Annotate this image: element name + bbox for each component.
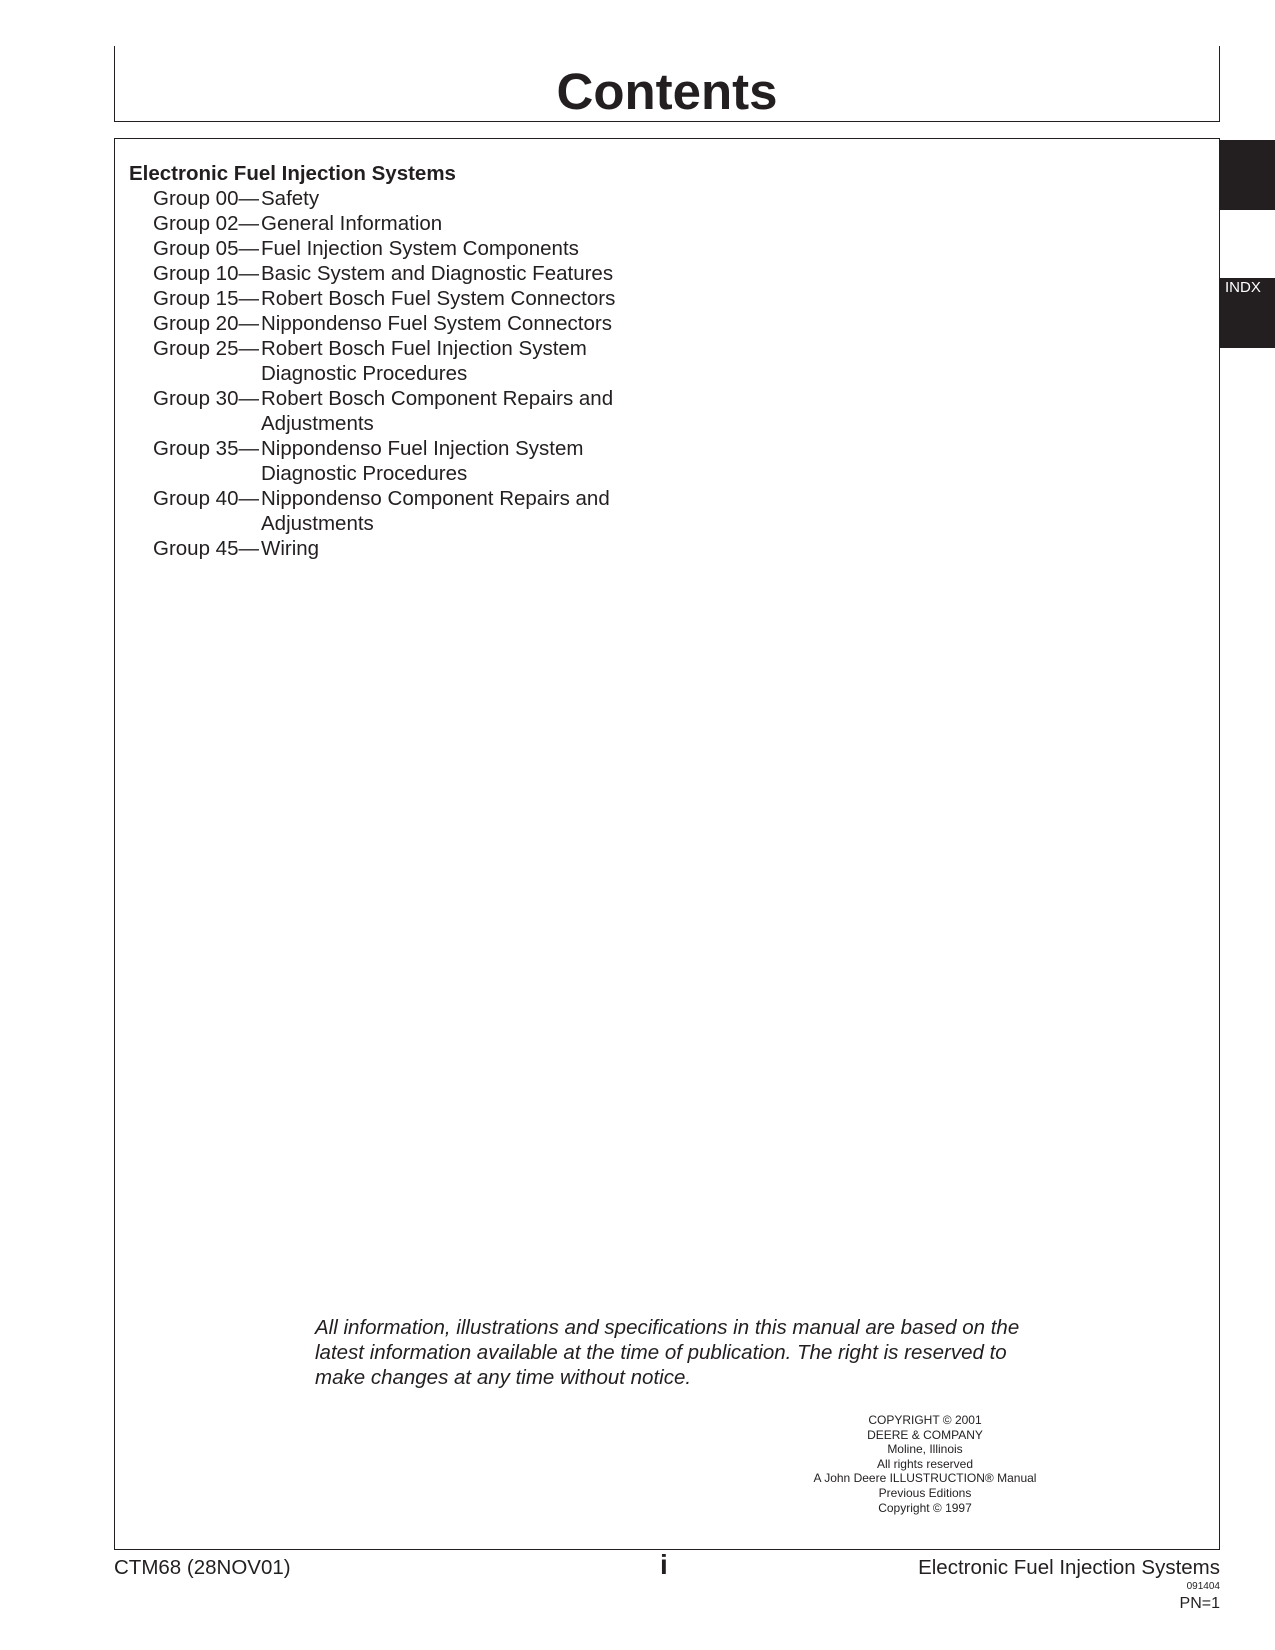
toc-entry-number: Group 02— <box>153 212 259 235</box>
toc-entry-number: Group 10— <box>153 262 259 285</box>
toc-entry-number: Group 35— <box>153 437 259 460</box>
toc-entry[interactable] <box>129 211 467 236</box>
copyright-previous-label: Previous Editions <box>878 1485 972 1500</box>
toc-entry-number: Group 20— <box>153 312 259 335</box>
toc-entry[interactable] <box>129 536 467 561</box>
copyright-rights: All rights reserved <box>876 1456 974 1471</box>
toc-entry-title: Robert Bosch Fuel Injection System <box>261 337 587 360</box>
toc-entry-title: Robert Bosch Component Repairs and <box>261 387 614 410</box>
title-frame <box>114 46 1220 122</box>
toc-entry-title: General Information <box>261 212 443 235</box>
toc-entry-number: Group 15— <box>153 287 259 310</box>
toc-entry-title: Nippondenso Fuel Injection System <box>261 437 584 460</box>
toc-entry[interactable] <box>129 236 579 261</box>
toc-entry[interactable] <box>129 386 614 436</box>
copyright-block <box>775 1413 1075 1515</box>
toc-entry[interactable] <box>129 261 614 286</box>
disclaimer-notice: All information, illustrations and specifications in this manual are based on the latest information available at the time of publication. The right is reserved to make changes at any time without notice. <box>315 1316 1020 1389</box>
toc-heading: Electronic Fuel Injection Systems <box>129 162 456 185</box>
toc-entry-title: Safety <box>261 187 320 210</box>
toc-entry-title: Fuel Injection System Components <box>261 237 579 260</box>
footer-pn: PN=1 <box>1179 1595 1220 1612</box>
toc-entry[interactable] <box>129 336 587 386</box>
toc-entry-title: Basic System and Diagnostic Features <box>261 262 614 285</box>
toc-entry[interactable] <box>129 436 584 486</box>
toc-entry-title: Nippondenso Fuel System Connectors <box>261 312 612 335</box>
copyright-previous-year: Copyright © 1997 <box>878 1500 972 1515</box>
toc-entry-title: Robert Bosch Fuel System Connectors <box>261 287 616 310</box>
toc-entry-title-continued: Adjustments <box>261 412 374 435</box>
toc-entry-number: Group 25— <box>153 337 259 360</box>
toc-list <box>129 186 616 561</box>
toc-entry-number: Group 45— <box>153 537 259 560</box>
footer-manual-title: Electronic Fuel Injection Systems <box>918 1556 1220 1579</box>
toc-entry-title-continued: Diagnostic Procedures <box>261 462 468 485</box>
footer-code: 091404 <box>1186 1581 1220 1592</box>
table-of-contents <box>129 161 616 561</box>
content-frame <box>114 138 1220 1550</box>
toc-entry-number: Group 00— <box>153 187 259 210</box>
footer-page-number: i <box>660 1549 668 1580</box>
copyright-line: COPYRIGHT © 2001 <box>868 1413 982 1427</box>
toc-entry-number: Group 05— <box>153 237 259 260</box>
toc-entry[interactable] <box>129 486 610 536</box>
toc-entry-title-continued: Adjustments <box>261 512 374 535</box>
toc-entry-number: Group 30— <box>153 387 259 410</box>
toc-entry-title: Wiring <box>261 537 320 560</box>
toc-entry-title-continued: Diagnostic Procedures <box>261 362 468 385</box>
section-tab-marker <box>1220 140 1275 210</box>
toc-entry[interactable] <box>129 311 612 336</box>
copyright-company: DEERE & COMPANY <box>867 1427 983 1442</box>
index-tab-label[interactable]: INDX <box>1225 279 1261 296</box>
footer-doc-id: CTM68 (28NOV01) <box>114 1556 291 1579</box>
toc-entry-number: Group 40— <box>153 487 259 510</box>
toc-entry[interactable] <box>129 286 616 311</box>
copyright-manual: A John Deere ILLUSTRUCTION® Manual <box>813 1471 1037 1486</box>
page-title: Contents <box>556 63 778 120</box>
toc-entry[interactable] <box>129 186 467 211</box>
toc-entry-title: Nippondenso Component Repairs and <box>261 487 610 510</box>
copyright-location: Moline, Illinois <box>887 1442 963 1457</box>
